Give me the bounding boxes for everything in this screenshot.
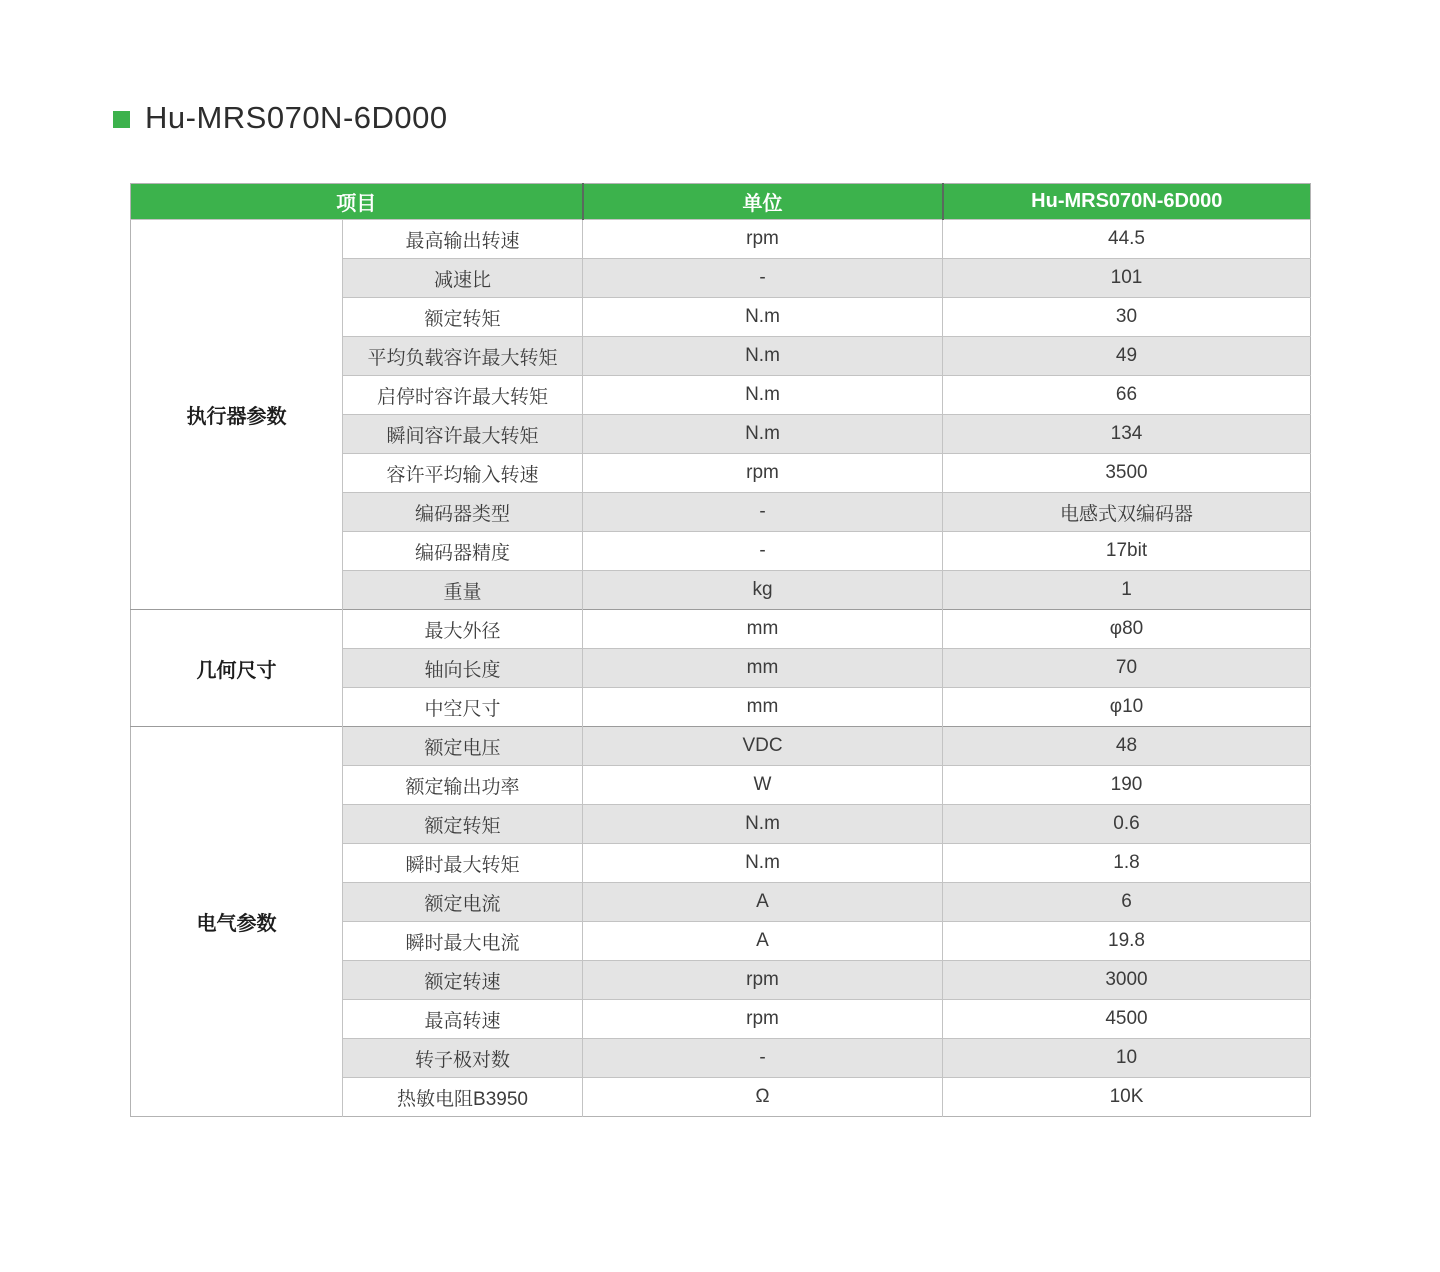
item-cell: 额定输出功率 <box>343 766 583 805</box>
item-cell: 热敏电阻B3950 <box>343 1078 583 1117</box>
item-cell: 重量 <box>343 571 583 610</box>
value-cell: 4500 <box>943 1000 1311 1039</box>
value-cell: 19.8 <box>943 922 1311 961</box>
item-cell: 最高转速 <box>343 1000 583 1039</box>
value-cell: 49 <box>943 337 1311 376</box>
value-cell: 44.5 <box>943 220 1311 259</box>
value-cell: φ80 <box>943 610 1311 649</box>
item-cell: 额定电压 <box>343 727 583 766</box>
unit-cell: Ω <box>583 1078 943 1117</box>
unit-cell: VDC <box>583 727 943 766</box>
value-cell: 3000 <box>943 961 1311 1000</box>
item-cell: 额定转速 <box>343 961 583 1000</box>
item-cell: 瞬时最大电流 <box>343 922 583 961</box>
unit-cell: - <box>583 259 943 298</box>
unit-cell: A <box>583 883 943 922</box>
col-header-unit: 单位 <box>583 184 943 220</box>
unit-cell: - <box>583 1039 943 1078</box>
group-label: 几何尺寸 <box>131 610 343 727</box>
item-cell: 编码器精度 <box>343 532 583 571</box>
table-row <box>131 610 1311 649</box>
unit-cell: W <box>583 766 943 805</box>
item-cell: 额定转矩 <box>343 805 583 844</box>
value-cell: 17bit <box>943 532 1311 571</box>
item-cell: 转子极对数 <box>343 1039 583 1078</box>
value-cell: 30 <box>943 298 1311 337</box>
value-cell: 101 <box>943 259 1311 298</box>
unit-cell: N.m <box>583 415 943 454</box>
value-cell: 10 <box>943 1039 1311 1078</box>
spec-table <box>130 183 1311 1117</box>
item-cell: 最大外径 <box>343 610 583 649</box>
header-row <box>131 184 1311 220</box>
unit-cell: - <box>583 493 943 532</box>
group-label: 执行器参数 <box>131 220 343 610</box>
item-cell: 平均负载容许最大转矩 <box>343 337 583 376</box>
unit-cell: mm <box>583 688 943 727</box>
item-cell: 容许平均输入转速 <box>343 454 583 493</box>
unit-cell: mm <box>583 649 943 688</box>
value-cell: 190 <box>943 766 1311 805</box>
page-title: Hu-MRS070N-6D000 <box>145 100 448 135</box>
table-row <box>131 220 1311 259</box>
unit-cell: - <box>583 532 943 571</box>
unit-cell: N.m <box>583 805 943 844</box>
value-cell: 电感式双编码器 <box>943 493 1311 532</box>
group-label: 电气参数 <box>131 727 343 1117</box>
unit-cell: N.m <box>583 337 943 376</box>
value-cell: 1.8 <box>943 844 1311 883</box>
item-cell: 额定电流 <box>343 883 583 922</box>
item-cell: 瞬时最大转矩 <box>343 844 583 883</box>
unit-cell: N.m <box>583 376 943 415</box>
page-header <box>113 100 448 136</box>
col-header-item: 项目 <box>131 184 583 220</box>
unit-cell: rpm <box>583 454 943 493</box>
value-cell: 10K <box>943 1078 1311 1117</box>
item-cell: 减速比 <box>343 259 583 298</box>
item-cell: 中空尺寸 <box>343 688 583 727</box>
item-cell: 瞬间容许最大转矩 <box>343 415 583 454</box>
item-cell: 编码器类型 <box>343 493 583 532</box>
table-header <box>131 184 1311 220</box>
item-cell: 轴向长度 <box>343 649 583 688</box>
value-cell: 1 <box>943 571 1311 610</box>
value-cell: 70 <box>943 649 1311 688</box>
bullet-square-icon <box>113 111 130 128</box>
col-header-model: Hu-MRS070N-6D000 <box>943 184 1311 220</box>
value-cell: 48 <box>943 727 1311 766</box>
item-cell: 额定转矩 <box>343 298 583 337</box>
unit-cell: kg <box>583 571 943 610</box>
unit-cell: A <box>583 922 943 961</box>
value-cell: 134 <box>943 415 1311 454</box>
unit-cell: rpm <box>583 220 943 259</box>
unit-cell: N.m <box>583 298 943 337</box>
unit-cell: rpm <box>583 961 943 1000</box>
value-cell: 3500 <box>943 454 1311 493</box>
value-cell: φ10 <box>943 688 1311 727</box>
value-cell: 6 <box>943 883 1311 922</box>
table-body <box>131 220 1311 1117</box>
value-cell: 66 <box>943 376 1311 415</box>
unit-cell: mm <box>583 610 943 649</box>
item-cell: 启停时容许最大转矩 <box>343 376 583 415</box>
unit-cell: N.m <box>583 844 943 883</box>
unit-cell: rpm <box>583 1000 943 1039</box>
table-row <box>131 727 1311 766</box>
item-cell: 最高输出转速 <box>343 220 583 259</box>
value-cell: 0.6 <box>943 805 1311 844</box>
